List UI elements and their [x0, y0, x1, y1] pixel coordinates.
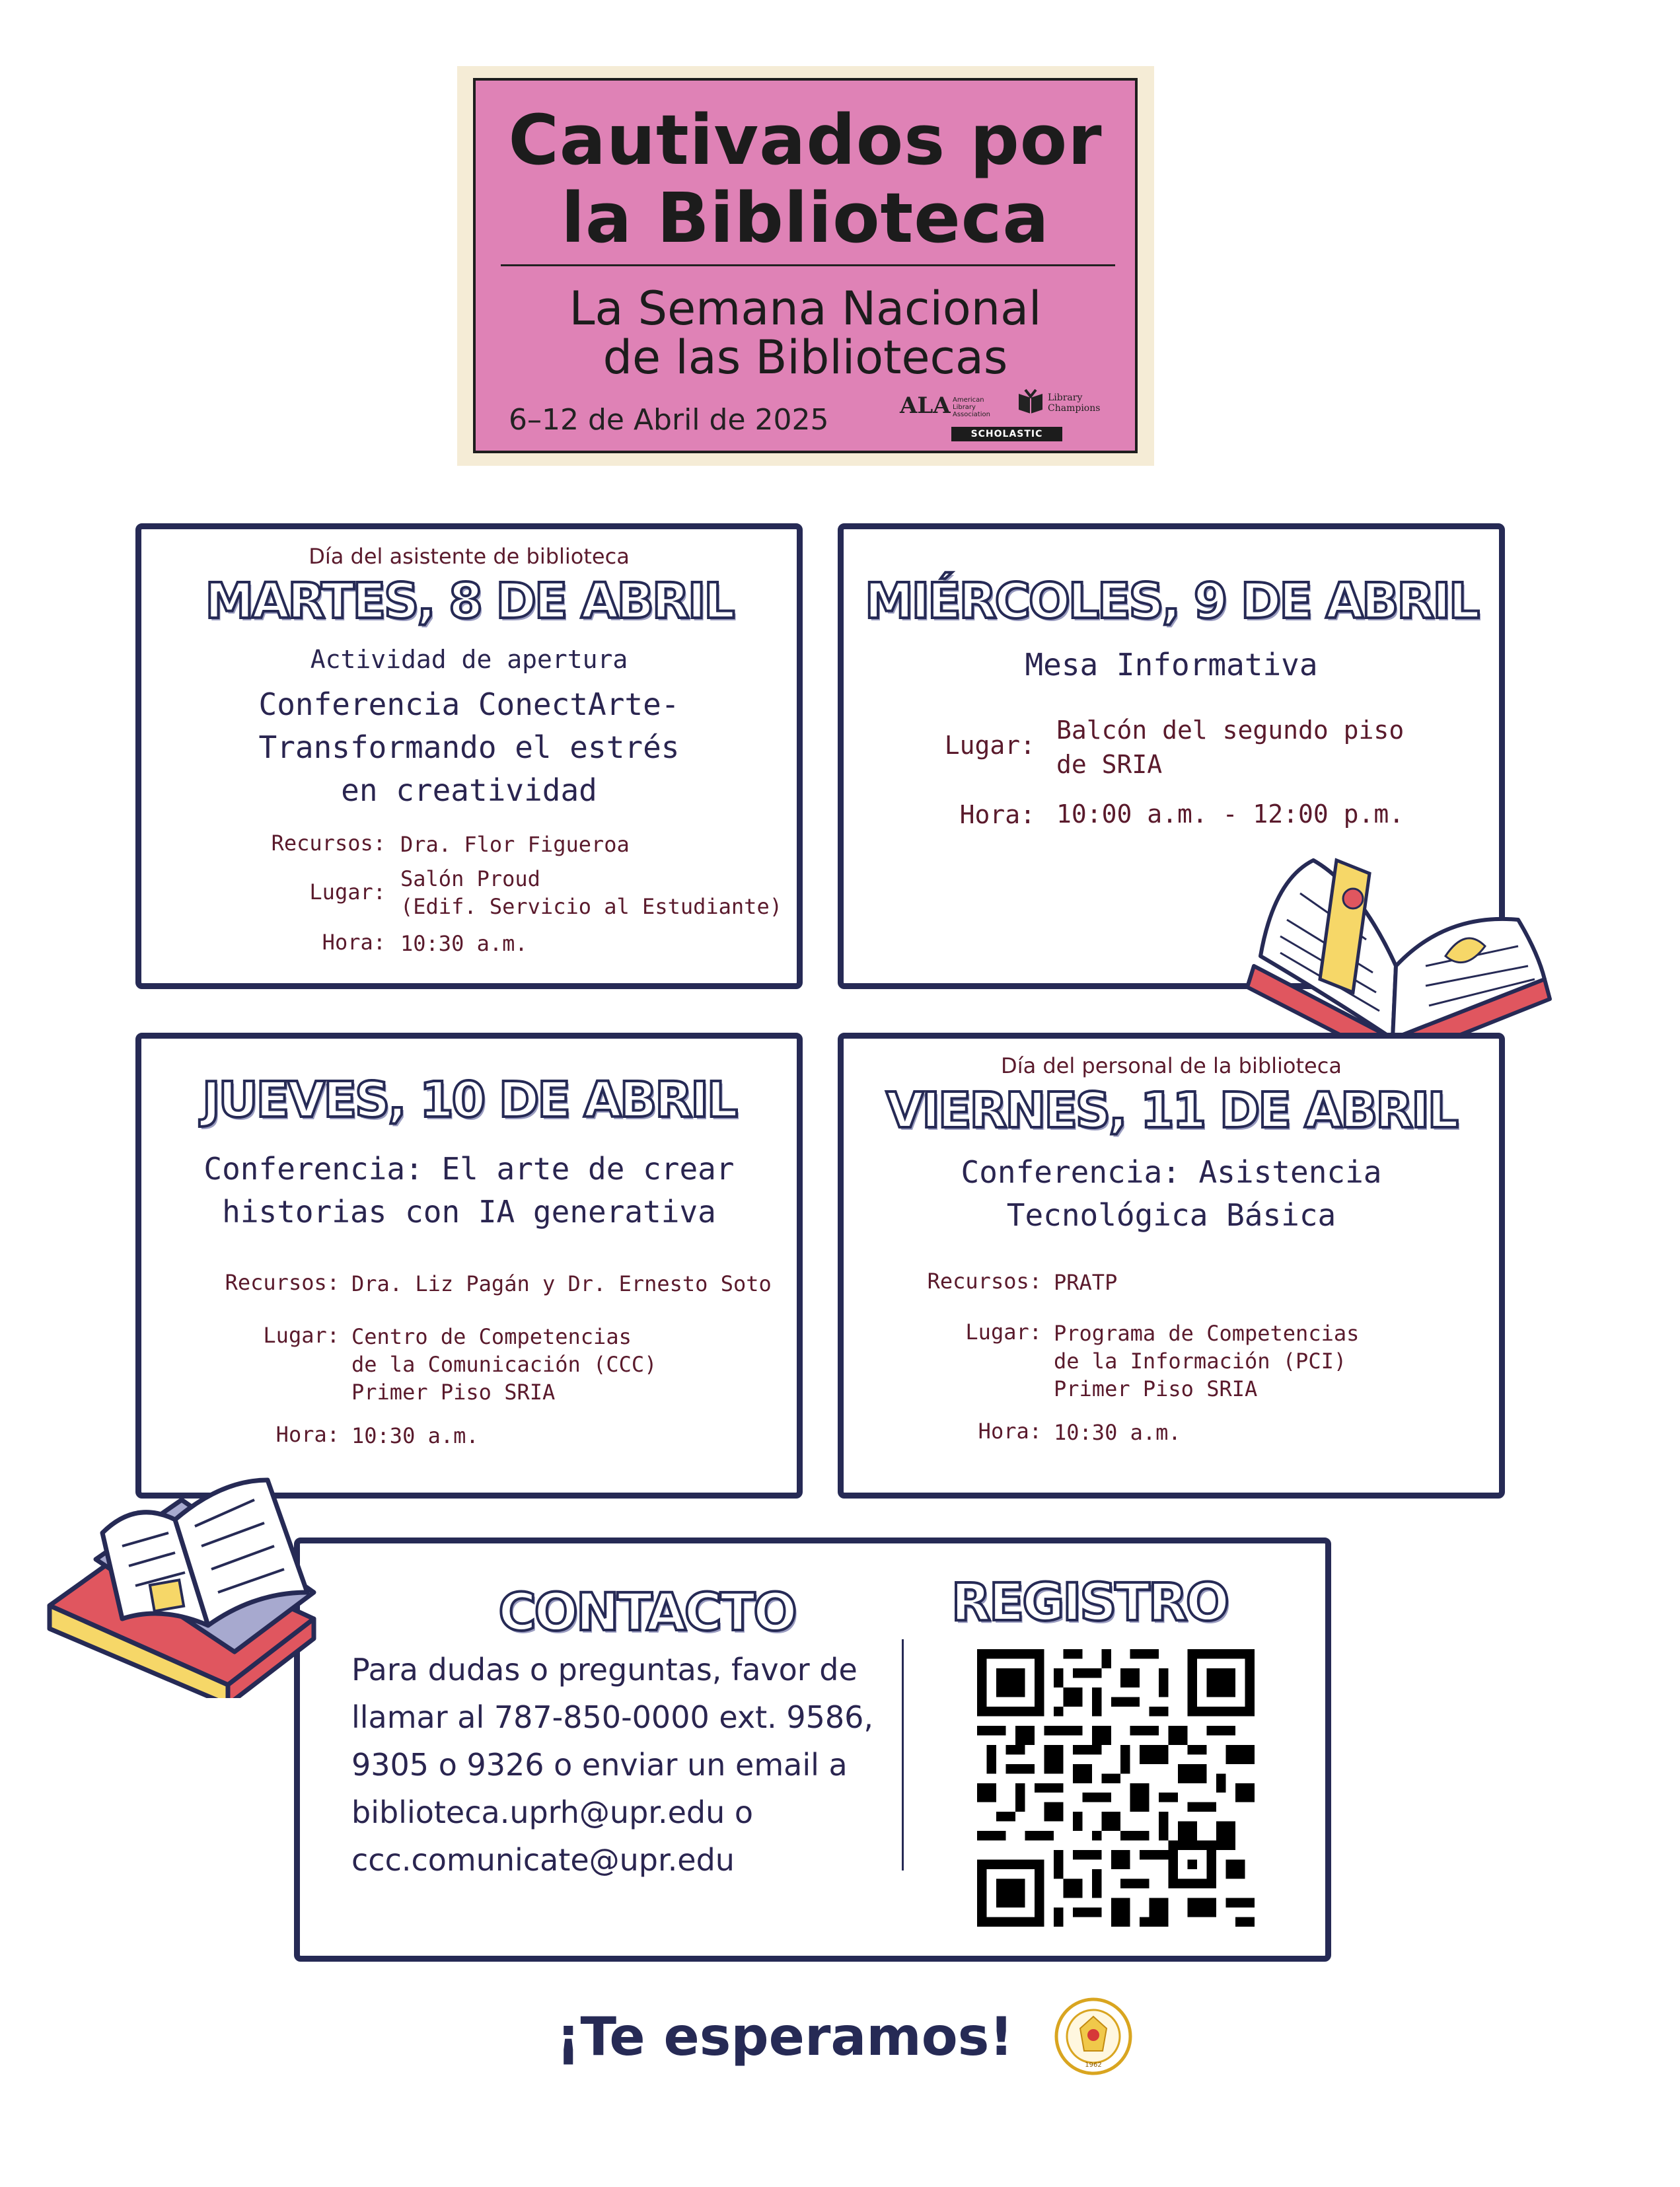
header-subtitle-line1: La Semana Nacional	[569, 281, 1042, 336]
closing-message: ¡Te esperamos!	[556, 2006, 1013, 2067]
event-intro: Actividad de apertura	[310, 645, 628, 674]
recursos-value: Dra. Flor Figueroa	[400, 832, 630, 857]
hora-value: 10:30 a.m.	[400, 931, 528, 956]
university-seal-icon	[1054, 1997, 1133, 2076]
registration-qr-code[interactable]	[974, 1649, 1258, 1927]
library-champions-logo: Library Champions	[1048, 392, 1101, 414]
hora-value: 10:30 a.m.	[351, 1423, 479, 1448]
recursos-label: Recursos:	[225, 1270, 340, 1295]
header-divider	[501, 264, 1115, 266]
event-tagline: Día del asistente de biblioteca	[309, 544, 630, 569]
event-title-line: Conferencia ConectArte-	[258, 686, 680, 722]
event-card-martes	[135, 523, 803, 989]
header-dates: 6–12 de Abril de 2025	[509, 403, 829, 437]
contact-text: Para dudas o preguntas, favor de llamar al 787-850-0000 ext. 9586, 9305 o 9326 o enviar un email a biblioteca.uprh@upr.edu o ccc.comunicate@upr.edu	[351, 1652, 874, 1878]
ala-logo: ALA	[900, 392, 951, 419]
recursos-value: PRATP	[1054, 1270, 1118, 1295]
event-title-line: Tecnológica Básica	[1006, 1197, 1336, 1233]
contact-title: CONTACTO	[498, 1583, 795, 1643]
event-tagline: Día del personal de la biblioteca	[1001, 1053, 1342, 1078]
event-title-line: Conferencia: Asistencia	[961, 1154, 1382, 1190]
book-stack-illustration	[36, 1460, 353, 1698]
header-title-line1: Cautivados por	[508, 100, 1103, 180]
hora-value: 10:00 a.m. - 12:00 p.m.	[1056, 799, 1405, 829]
event-title-line: en creatividad	[341, 772, 597, 808]
event-day: MARTES, 8 DE ABRIL	[205, 573, 733, 630]
lugar-label: Lugar:	[965, 1319, 1042, 1345]
scholastic-logo: SCHOLASTIC	[951, 427, 1062, 441]
contact-registration-card	[294, 1538, 1331, 1962]
registro-title: REGISTRO	[951, 1573, 1228, 1633]
event-card-jueves	[135, 1033, 803, 1499]
lugar-label: Lugar:	[944, 731, 1035, 760]
open-book-icon	[1016, 389, 1045, 415]
vertical-divider	[902, 1639, 904, 1871]
recursos-label: Recursos:	[927, 1269, 1042, 1294]
event-day: JUEVES, 10 DE ABRIL	[202, 1072, 736, 1129]
event-day: VIERNES, 11 DE ABRIL	[886, 1082, 1457, 1139]
lugar-label: Lugar:	[309, 879, 386, 905]
seal-year: 1962	[1085, 2061, 1102, 2069]
lugar-label: Lugar:	[263, 1323, 340, 1348]
header-banner	[473, 78, 1138, 453]
hora-label: Hora:	[959, 800, 1035, 829]
event-title-line: Conferencia: El arte de crear	[203, 1151, 735, 1187]
recursos-value: Dra. Liz Pagán y Dr. Ernesto Soto	[351, 1271, 772, 1296]
lugar-value: Balcón del segundo piso de SRIA	[1056, 716, 1405, 779]
lugar-value: Salón Proud (Edif. Servicio al Estudiante)	[400, 866, 782, 919]
header-subtitle-line2: de las Bibliotecas	[603, 330, 1008, 385]
ala-logo-subtext: American Library Association	[953, 396, 990, 418]
lugar-value: Programa de Competencias de la Información (PCI) Primer Piso SRIA	[1054, 1321, 1360, 1401]
hora-label: Hora:	[275, 1422, 340, 1447]
event-title-line: Mesa Informativa	[1025, 647, 1318, 683]
event-title-line: historias con IA generativa	[222, 1194, 716, 1230]
header-title-line2: la Biblioteca	[561, 178, 1050, 258]
hora-value: 10:30 a.m.	[1054, 1420, 1181, 1445]
event-title-line: Transformando el estrés	[258, 729, 680, 765]
event-day: MIÉRCOLES, 9 DE ABRIL	[864, 573, 1479, 630]
recursos-label: Recursos:	[271, 831, 386, 856]
event-card-viernes	[838, 1033, 1505, 1499]
lugar-value: Centro de Competencias de la Comunicación (CCC) Primer Piso SRIA	[351, 1324, 657, 1405]
hora-label: Hora:	[978, 1419, 1042, 1444]
hora-label: Hora:	[322, 930, 386, 955]
